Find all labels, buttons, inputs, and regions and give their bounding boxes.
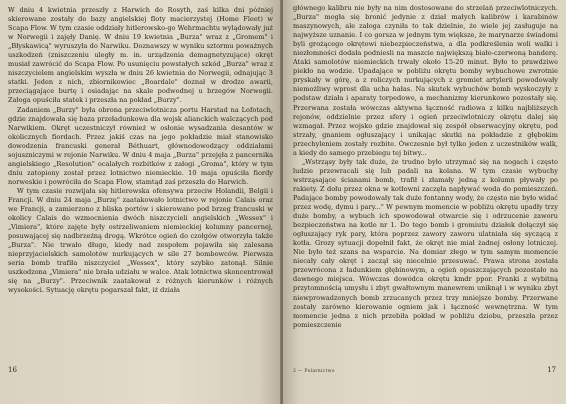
paragraph: Zadaniem „Burzy" była obrona przeciwlotnicza portu Harstad na Lofotach, gdzie znajdowała się baza przeładunkowa dla wojsk alianckich walczących pod Narwikiem. Okręt uczestniczył również w osłonie wysadzania desantów w okolicznych fiordach. Przez jakiś czas na jego pokładzie miał stanowisko dowodzenia francuski generał Béthuart, głównodowodzący oddziałami sojuszniczymi w rejonie Narwiku. W dniu 4 maja „Burza" przejęła z pancernika angielskiego „Resolution" ocalałych rozbitków z załogi „Groma", który w tym dniu zatopiony został przez lotnictwo niemieckie. 10 maja opuściła fiordy norweskie i powróciła do Scapa Flow, stamtąd zaś przeszła do Harwich. bbox=[8, 105, 273, 186]
signature-mark: 2 — Polarnictwo bbox=[293, 369, 335, 374]
right-page-text bbox=[293, 4, 558, 330]
page-number-left: 16 bbox=[8, 366, 17, 374]
page-number-right: 17 bbox=[547, 366, 556, 374]
paragraph: głównego kalibru nie były na nim dostosowane do strzelań przeciwlotniczych. „Burza" mogła się bronić jedynie z dział małych kalibrów i karabinów maszynowych, ale załoga czyniła to tak dzielnie, że wiele jej zasługuje na najwyższe uznanie. I co gorsza w jednym tym większe, że marynarze świadomi byli grożącego okrętowi niebezpieczeństwa, a dla podkreślenia woli walki i niezłomności dodała podniesli na maszcie największą biało-czerwoną banderę. Ataki samolotów niemieckich trwały około 15-20 minut. Było to prawdziwe piekło na wodzie. Upadające w pobliżu okrętu bomby wybuchowe zwrotnie pryskały w górę, a z roliczych nurkujących z gromiet artylerii powodowały niemożliwy wprost dla ucha hałas. Na skutek wybuchów bomb wyskoczyły z podstaw działa i aparaty torpedowe, a mechanizmy kierunkowe pozostały się. Przerwana została wówczas aktywna łączność radiowa z kilku najbliższych rejonów, oddzielnie przez sfery i ogień przeciwlotniczy okrętu dalej się wzmagał. Przez wojsko gdzie znajdował się zespół obserwacyjny okrętu, pod strzały, gnaniem ogłuszający i unikając skutki na pokładzie z głębokim przechyleniem zostały rozbite. Ówczesnie był tylko jeden z uczestników walk, a kiedy do samego przebiegu tej bitwy... bbox=[293, 4, 558, 157]
paragraph: „Wstrząsy były tak duże, że trudno było utrzymać się na nogach i często ludzie przewracali się lub padali na kolana. W tym czasie wybuchy wstrząsające ścianami bomb, trafił i złamały jedną z kolumn pływały po rakiety. Z dołu przez okna w kotłowni zaczęła napływać woda do pomieszczeń. Padające bomby powodowały tak duże fontanny wody, że często nie było widać przez wodę, dymu i pary..." W pewnym momencie w pobliżu okrętu upadły trzy duże bomby, a wybuch ich spowodował otwarcie się i odrzucenie zaworu bezpieczeństwa na kotle nr 1. Do tego bomb i gromiutu działek dołączył się ogłuszający ryk pary, która poprzez zawory zaworu ulatniała się syczącą z kotła. Grozy sytuacji dopełnił fakt, że okręt nie miał żadnej osłony lotniczej. Nie było też szans na wsparcie. Na domiar złego w tym samym momencie niecały cały okręt i zaczął się niecelnie przesuwać. Prawa strona została przewrócona z ładunkiem głębinowym, a ogień opuszczających pozostało na dawnego miejsca. Wówczas dowódca okrętu kmdr ppor. Franki z wybitną przytomnością umysłu i zbyt gwałtownym manewrem uniknął i w wyniku zbyt niewprowadzonych bomb zrzucanych przez trzy mniejsze bomby. Przerwane zostały zarówno kierowanie ogniem jak i łączność wewnętrzna. W tym momencie jedna z nich przebiła pokład w pobliżu dziobu, przeszła przez pomieszczenie bbox=[293, 157, 558, 329]
right-page bbox=[283, 0, 566, 404]
left-page bbox=[0, 0, 281, 404]
left-page-text bbox=[8, 6, 273, 296]
paragraph: W dniu 4 kwietnia przeszły z Harwich do Rosyth, zaś kilka dni później skierowane zostały do bazy angielskiej floty macierzystej (Home Fleet) w Scapa Flow. W tym czasie oddziały hitlerowsko-go Wehrmachtu wylądowały już w Norwegii i zajęły Danię. W dniu 19 kwietnia „Burza" wraz z „Gromem" i „Błyskawicą" wyruszyła do Narwiku. Doznawszy w wyniku sztormu poważnych uszkodzeń (zniszczeniu uległy m. in. urządzenia demagnetyzujące) okręt musiał zawrócić do Scapa Flow. Po usunięciu powstałych szkód „Burza" wraz z niszczycielem angielskim wyszła w dniu 26 kwietnia do Norwegii, odnajując 3 statki. Jeden z nich, zbiornikowiec „Boardale" doznał w drodze awarii, przeciągające burtę i osiadając na skale podwodnej u brzegów Norwegii. Załoga opuściła statek i przeszła na pokład „Burzy". bbox=[8, 6, 273, 105]
paragraph: W tym czasie rozwijała się hitlerowska ofensywa przeciw Holandii, Belgii i Francji. W dniu 24 maja „Burzę" zaatakowało lotnictwo w rejonie Calais oraz we Francji, a zamierzono z bliska portów i skierowano pod brzeg francuski w okolicy Calais do wzmocnienia dwóch niszczycieli angielskich „Wessex" i „Vimiera", które zajęte były ostrzeliwaniem niemieckiej kolumny pancernej, posuwającej się nadbrzeżną drogą. Wkrótce ogień do czołgów otworzyła także „Burza". Nie trwało długo, kiedy nad zespołem pojawiła się zalesana nieprzyjacielskich samolotów nurkujących w sile 27 bombowców. Pierwsza seria bomb trafiła niszczyciel „Wessex", który szybko zatonął. Silnie uszkodzona „Vimiera" nie brała udziału w walce. Atak lotnictwa skoncentrował się na „Burzy". Przeciwnik zaatakował z różnych kierunków i różnych wysokości. Sytuację okrętu pogarszał fakt, iż działa bbox=[8, 186, 273, 295]
